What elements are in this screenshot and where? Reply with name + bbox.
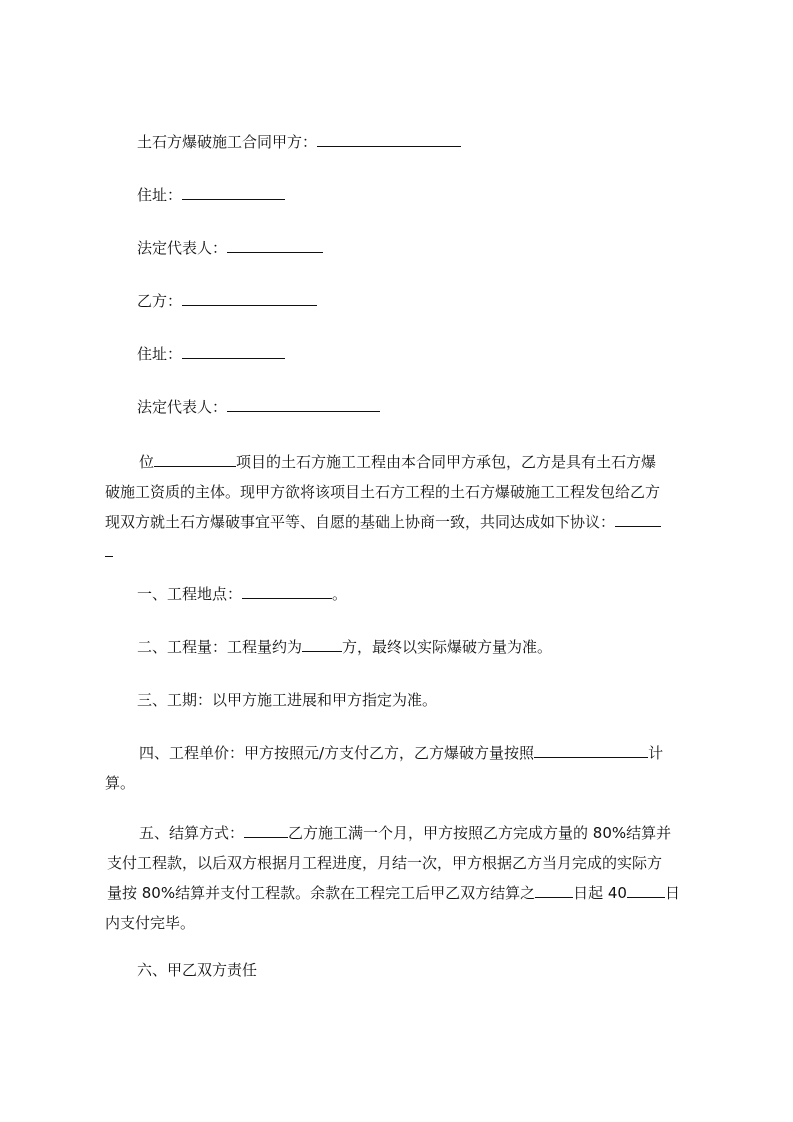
clause-3 [137,690,437,710]
clause-4-text-b: 计 [648,744,664,762]
clause-2-text: 方，最终以实际爆破方量为准。 [342,638,553,656]
clause-5-text-b: 乙方施工满一个月，甲方按照乙方完成方量的 80%结算并 [288,824,672,842]
intro-trailing-blank-2[interactable] [105,542,113,557]
party-b-address-line [137,344,285,364]
clause-5-line-2: 支付工程款，以后双方根据月工程进度，月结一次，甲方根据乙方当月完成的实际方 [107,854,663,872]
intro-line-2: 破施工资质的主体。现甲方欲将该项目土石方工程的土石方爆破施工工程发包给乙方 [105,483,661,501]
party-b-label: 乙方： [137,292,183,310]
settlement-blank[interactable] [244,823,288,838]
intro-line-4 [105,537,705,557]
party-a-address-line [137,185,285,205]
clause-1 [137,584,347,604]
intro-text-1a: 位 [139,453,155,471]
party-a-address-blank[interactable] [182,185,285,200]
payment-days-blank[interactable] [627,883,665,898]
intro-trailing-blank[interactable] [615,512,661,527]
intro-text-3: 现双方就土石方爆破事宜平等、自愿的基础上协商一致，共同达成如下协议： [105,513,616,531]
intro-line-1 [105,447,705,477]
clause-3-text: 三、工期：以甲方施工进展和甲方指定为准。 [137,691,438,709]
party-a-address-label: 住址： [137,186,183,204]
clause-4-line-1 [105,738,705,768]
party-b-address-blank[interactable] [182,344,285,359]
clause-2 [137,637,552,657]
clause-5-label: 五、结算方式： [139,824,245,842]
party-a-rep-label: 法定代表人： [137,239,228,257]
party-b-rep-blank[interactable] [227,397,380,412]
settlement-day-blank[interactable] [535,883,573,898]
clause-1-label: 一、工程地点： [137,585,243,603]
project-blank[interactable] [154,452,236,467]
party-a-rep-blank[interactable] [227,238,323,253]
clause-4-text-a: 四、工程单价：甲方按照元/方支付乙方，乙方爆破方量按照 [139,744,535,762]
party-a-rep-line [137,238,323,258]
clause-5-line-3 [105,878,705,908]
clause-2-label: 二、工程量：工程量约为 [137,638,303,656]
site-location-blank[interactable] [242,584,332,599]
clause-5 [105,818,705,938]
party-b-blank[interactable] [182,291,317,306]
clause-5-line-1 [105,818,705,848]
clause-6-heading: 六、甲乙双方责任 [137,961,258,979]
intro-text-1b: 项目的土石方施工工程由本合同甲方承包，乙方是具有土石方爆 [236,453,657,471]
intro-paragraph [105,447,705,557]
clause-5-line-4: 内支付完毕。 [105,914,196,932]
clause-5-text-d: 量按 80%结算并支付工程款。余款在工程完工后甲乙双方结算之 [107,884,536,902]
clause-5-text-f: 日 [664,884,680,902]
contract-title-line [137,132,461,152]
volume-blank[interactable] [302,637,342,652]
clause-5-text-e: 日起 40 [573,884,627,902]
contract-title: 土石方爆破施工合同甲方： [137,133,318,151]
clause-4-line-2: 算。 [105,774,136,792]
party-b-line [137,291,317,311]
clause-4 [105,738,705,798]
intro-line-3 [105,507,705,537]
party-a-blank[interactable] [317,132,461,147]
clause-1-end: 。 [332,585,348,603]
party-b-rep-label: 法定代表人： [137,398,228,416]
party-b-rep-line [137,397,380,417]
party-b-address-label: 住址： [137,345,183,363]
measure-blank[interactable] [534,743,648,758]
clause-6 [137,960,257,980]
